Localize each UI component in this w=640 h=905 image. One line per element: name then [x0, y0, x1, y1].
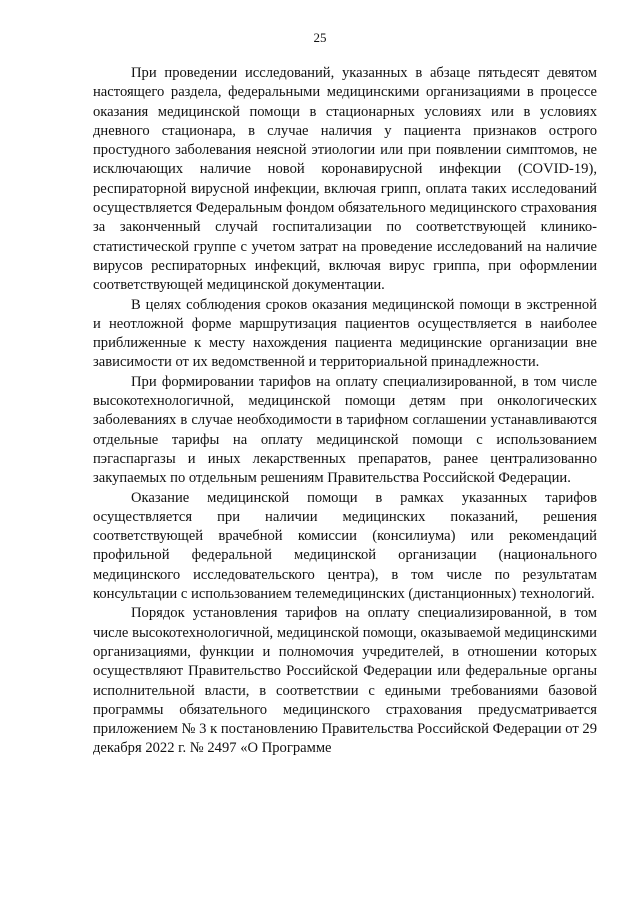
paragraph-tariff-conditions: Оказание медицинской помощи в рамках указанных тарифов осуществляется при наличии медицинских показаний, решения соответствующей врачебной комиссии (консилиума) или рекомендаций профильной федеральной медицинской организации (национального медицинского исследовательского центра), в том числе по результатам консультации с использованием телемедицинских (дистанционных) технологий.: [93, 489, 597, 603]
body-text: [93, 64, 597, 759]
paragraph-emergency-routing: В целях соблюдения сроков оказания медицинской помощи в экстренной и неотложной форме маршрутизация пациентов осуществляется в наиболее приближенные к месту нахождения пациента медицинские организации вне зависимости от их ведомственной и территориальной принадлежности.: [93, 296, 597, 371]
paragraph-tariff-procedure: Порядок установления тарифов на оплату специализированной, в том числе высокотехнологичной, медицинской помощи, оказываемой медицинскими организациями, функции и полномочия учредителей, в отношении которых осуществляют Правительство Российской Федерации или федеральные органы исполнительной власти, в соответствии с едиными требованиями базовой программы обязательного медицинского страхования предусматривается приложением № 3 к постановлению Правительства Российской Федерации от 29 декабря 2022 г. № 2497 «О Программе: [93, 605, 597, 757]
page-number: 25: [313, 30, 327, 45]
paragraph-oncology-tariffs: При формировании тарифов на оплату специализированной, в том числе высокотехнологичной, медицинской помощи детям при онкологических заболеваниях в случае необходимости в тарифном соглашении устанавливаются отдельные тарифы на оплату медицинской помощи с использованием пэгаспаргазы и иных лекарственных препаратов, ранее централизованно закупаемых по отдельным решениям Правительства Российской Федерации.: [93, 373, 597, 487]
paragraph-covid-testing: При проведении исследований, указанных в абзаце пятьдесят девятом настоящего раздела, федеральными медицинскими организациями в процессе оказания медицинской помощи в стационарных условиях или в условиях дневного стационара, в случае наличия у пациента признаков острого простудного заболевания неясной этиологии или при появлении симптомов, не исключающих наличие новой коронавирусной инфекции (COVID-19), респираторной вирусной инфекции, включая грипп, оплата таких исследований осуществляется Федеральным фондом обязательного медицинского страхования за законченный случай госпитализации по соответствующей клинико-статистической группе с учетом затрат на проведение исследований на наличие вирусов респираторных инфекций, включая вирус гриппа, при оформлении соответствующей медицинской документации.: [93, 65, 597, 294]
